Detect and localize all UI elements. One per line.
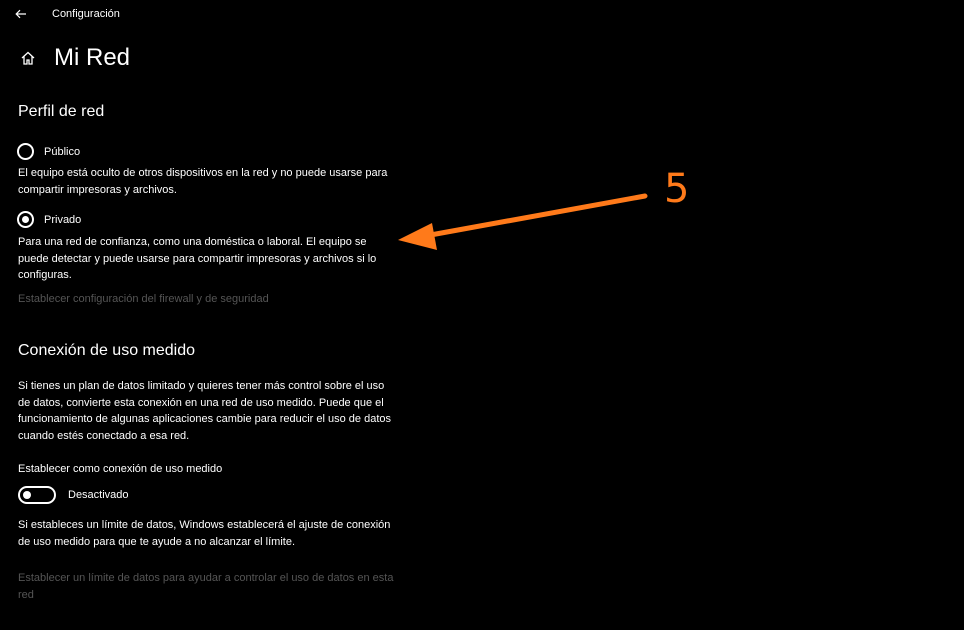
network-profile-heading: Perfil de red bbox=[18, 103, 105, 120]
private-description: Para una red de confianza, como una doméstica o laboral. El equipo se puede detectar y puede usarse para compartir impresoras y archivos si lo configuras. bbox=[18, 236, 377, 281]
data-limit-description: Si estableces un límite de datos, Windows establecerá el ajuste de conexión de uso medido para que te ayude a no alcanzar el límite. bbox=[18, 519, 391, 548]
firewall-settings-link[interactable]: Establecer configuración del firewall y de seguridad bbox=[18, 293, 269, 305]
page-title: Mi Red bbox=[54, 44, 131, 71]
metered-heading: Conexión de uso medido bbox=[18, 342, 196, 359]
data-limit-link[interactable]: Establecer un límite de datos para ayudar a controlar el uso de datos en esta red bbox=[18, 572, 394, 601]
annotation-number: 5 bbox=[664, 166, 690, 212]
public-description: El equipo está oculto de otros dispositivos en la red y no puede usarse para compartir impresoras y archivos. bbox=[18, 167, 388, 196]
metered-toggle-state: Desactivado bbox=[68, 489, 129, 501]
window-title: Configuración bbox=[52, 8, 120, 20]
radio-private-label: Privado bbox=[44, 213, 82, 226]
metered-toggle-heading: Establecer como conexión de uso medido bbox=[18, 463, 223, 475]
radio-public-label: Público bbox=[44, 145, 81, 158]
metered-description: Si tienes un plan de datos limitado y quieres tener más control sobre el uso de datos, convierte esta conexión en una red de uso medido. Puede que el funcionamiento de algunas aplicaciones cambie para reducir el uso de datos cuando estés conectado a esa red. bbox=[18, 380, 392, 442]
